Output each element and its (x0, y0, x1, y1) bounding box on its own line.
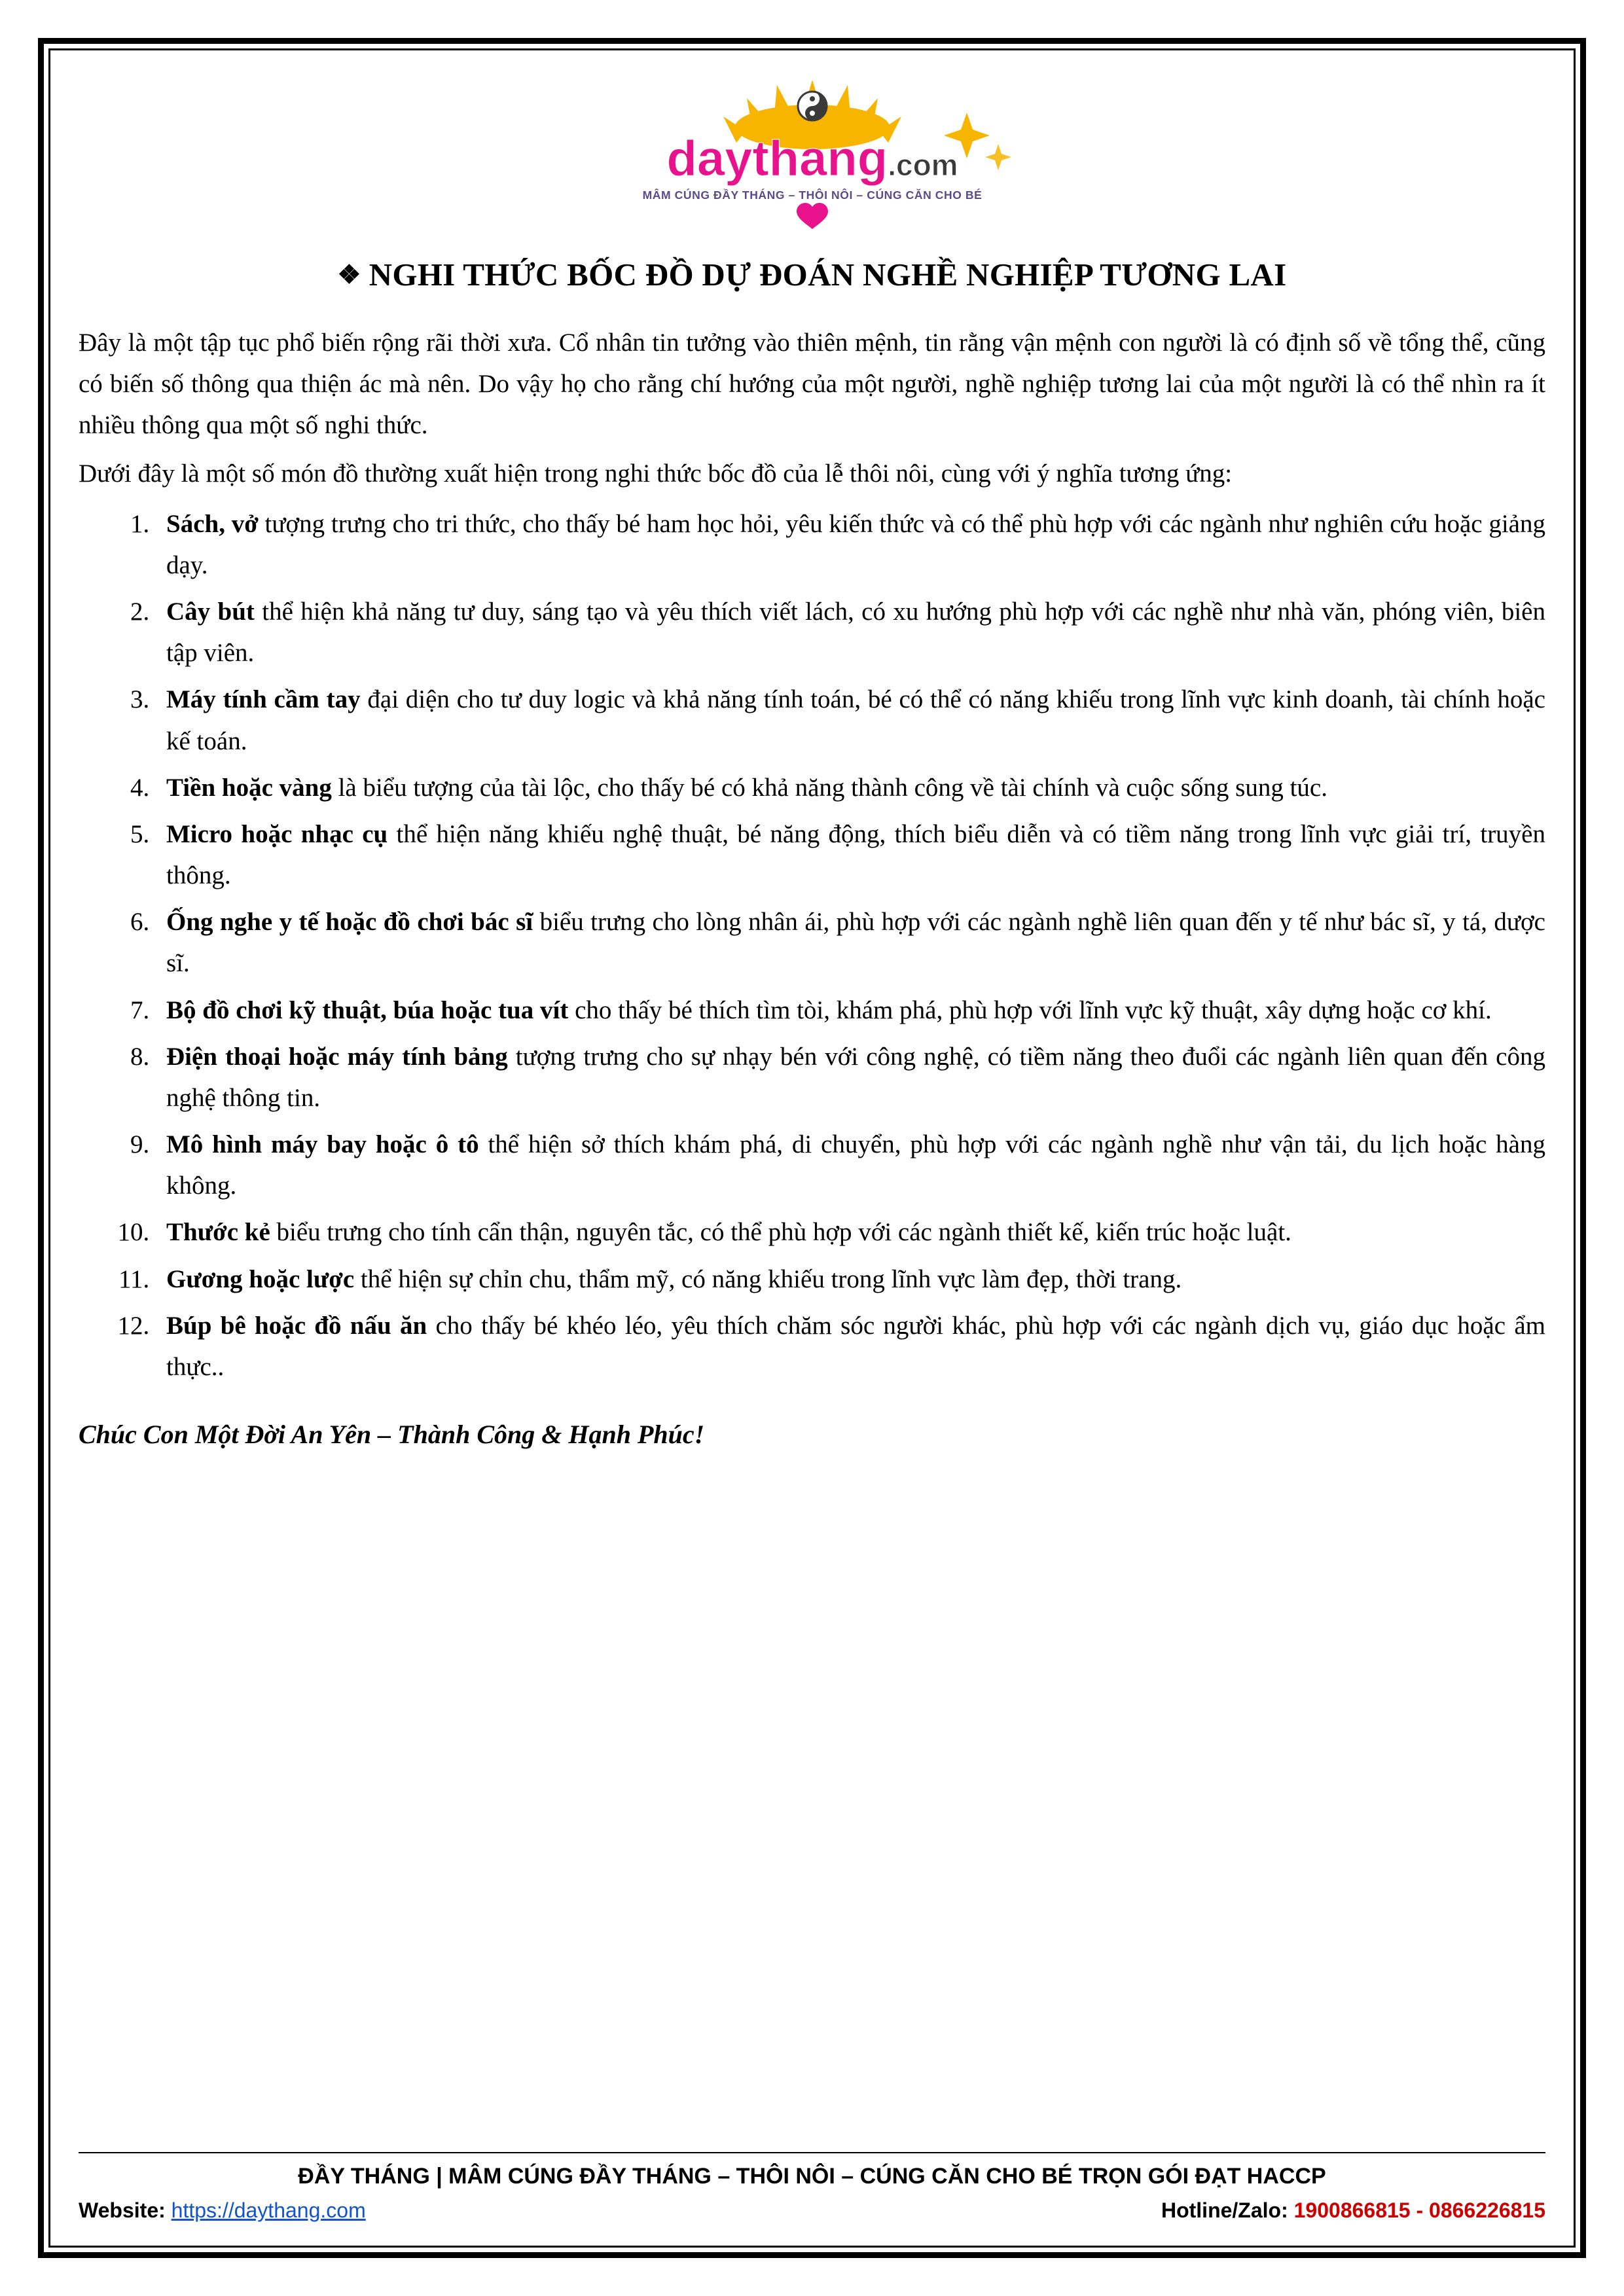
list-item-lead: Búp bê hoặc đồ nấu ăn (166, 1311, 427, 1340)
list-item (156, 1305, 1545, 1388)
list-item-lead: Bộ đồ chơi kỹ thuật, búa hoặc tua vít (166, 996, 569, 1024)
list-item (156, 814, 1545, 896)
list-item-rest: thể hiện khả năng tư duy, sáng tạo và yêu thích viết lách, có xu hướng phù hợp với các nghề như nhà văn, phóng viên, biên tập viên. (166, 598, 1545, 668)
list-item-lead: Micro hoặc nhạc cụ (166, 819, 388, 848)
prediction-items-list (79, 503, 1545, 1388)
list-item-lead: Cây bút (166, 598, 255, 626)
svg-text:daythang.com (666, 131, 958, 187)
list-item-lead: Điện thoại hoặc máy tính bảng (166, 1042, 508, 1071)
list-item-lead: Gương hoặc lược (166, 1265, 355, 1293)
list-item-lead: Ống nghe y tế hoặc đồ chơi bác sĩ (166, 908, 533, 937)
list-item-rest: tượng trưng cho sự nhạy bén với công nghệ, có tiềm năng theo đuổi các ngành liên quan đến công nghệ thông tin. (166, 1042, 1545, 1112)
daythang-logo-icon (583, 76, 1041, 246)
list-item (156, 1259, 1545, 1300)
footer-hotline-numbers: 1900866815 - 0866226815 (1293, 2198, 1545, 2222)
list-item-rest: thể hiện sự chỉn chu, thẩm mỹ, có năng khiếu trong lĩnh vực làm đẹp, thời trang. (354, 1265, 1182, 1293)
list-item (156, 503, 1545, 586)
footer-hotline (1161, 2198, 1545, 2223)
footer-divider (79, 2152, 1545, 2153)
list-item (156, 1036, 1545, 1119)
logo-brand-main: daythang (666, 131, 888, 187)
heart-icon (797, 203, 828, 229)
list-item-lead: Mô hình máy bay hoặc ô tô (166, 1130, 479, 1159)
list-item (156, 1211, 1545, 1253)
footer-website (79, 2198, 366, 2223)
list-item-rest: tượng trưng cho tri thức, cho thấy bé ham học hỏi, yêu kiến thức và có thể phù hợp với các ngành như nghiên cứu hoặc giảng dạy. (166, 509, 1545, 579)
brand-logo (79, 76, 1545, 249)
page-footer (79, 2152, 1545, 2223)
closing-wish: Chúc Con Một Đời An Yên – Thành Công & Hạnh Phúc! (79, 1420, 705, 1450)
list-item-rest: biểu trưng cho tính cẩn thận, nguyên tắc, có thể phù hợp với các ngành thiết kế, kiến trúc hoặc luật. (270, 1218, 1291, 1247)
page-title-text: NGHI THỨC BỐC ĐỒ DỰ ĐOÁN NGHỀ NGHIỆP TƯƠNG LAI (369, 257, 1287, 293)
list-item-lead: Sách, vở (166, 509, 259, 538)
list-item (156, 679, 1545, 761)
list-item-rest: biểu trưng cho lòng nhân ái, phù hợp với các ngành nghề liên quan đến y tế như bác sĩ, y tá, dược sĩ. (166, 908, 1545, 978)
list-item-rest: thể hiện năng khiếu nghệ thuật, bé năng động, thích biểu diễn và có tiềm năng trong lĩnh vực giải trí, truyền thông. (166, 819, 1545, 890)
list-item-rest: là biểu tượng của tài lộc, cho thấy bé có khả năng thành công về tài chính và cuộc sống sung túc. (331, 773, 1327, 802)
intro-paragraph-2: Dưới đây là một số món đồ thường xuất hiện trong nghi thức bốc đồ của lễ thôi nôi, cùng với ý nghĩa tương ứng: (79, 459, 1233, 488)
footer-tagline: ĐẦY THÁNG | MÂM CÚNG ĐẦY THÁNG – THÔI NÔI – CÚNG CĂN CHO BÉ TRỌN GÓI ĐẠT HACCP (298, 2164, 1326, 2189)
intro-paragraph-1: Đây là một tập tục phổ biến rộng rãi thời xưa. Cổ nhân tin tưởng vào thiên mệnh, tin rằng vận mệnh con người là có định số về tổng thể, cũng có biến số thông qua thiện ác mà nên. Do vậy họ cho rằng chí hướng của một người, nghề nghiệp tương lai của một người là có thể nhìn ra ít nhiều thông qua một số nghi thức. (79, 329, 1545, 440)
logo-brand-suffix: .com (887, 148, 958, 182)
list-item-lead: Tiền hoặc vàng (166, 773, 332, 802)
list-item (156, 1124, 1545, 1206)
page-title (79, 256, 1545, 293)
list-item (156, 591, 1545, 673)
list-item-lead: Thước kẻ (166, 1218, 270, 1247)
footer-website-label: Website: (79, 2198, 171, 2222)
logo-tagline: MÂM CÚNG ĐẦY THÁNG – THÔI NÔI – CÚNG CĂN CHO BÉ (642, 188, 982, 202)
list-item-rest: đại diện cho tư duy logic và khả năng tính toán, bé có thể có năng khiếu trong lĩnh vực kinh doanh, tài chính hoặc kế toán. (166, 685, 1545, 755)
list-item (156, 767, 1545, 808)
list-item-rest: thể hiện sở thích khám phá, di chuyển, phù hợp với các ngành nghề như vận tải, du lịch hoặc hàng không. (166, 1130, 1545, 1200)
list-item-rest: cho thấy bé thích tìm tòi, khám phá, phù hợp với lĩnh vực kỹ thuật, xây dựng hoặc cơ khí. (568, 996, 1492, 1024)
footer-hotline-label: Hotline/Zalo: (1161, 2198, 1294, 2222)
footer-website-link[interactable]: https://daythang.com (171, 2198, 366, 2222)
list-item (156, 990, 1545, 1031)
list-item-rest: cho thấy bé khéo léo, yêu thích chăm sóc người khác, phù hợp với các ngành dịch vụ, giáo dục hoặc ẩm thực.. (166, 1311, 1545, 1381)
list-item-lead: Máy tính cầm tay (166, 685, 361, 714)
title-bullet-icon: ❖ (337, 260, 361, 289)
list-item (156, 901, 1545, 984)
document-content (79, 71, 1545, 2231)
